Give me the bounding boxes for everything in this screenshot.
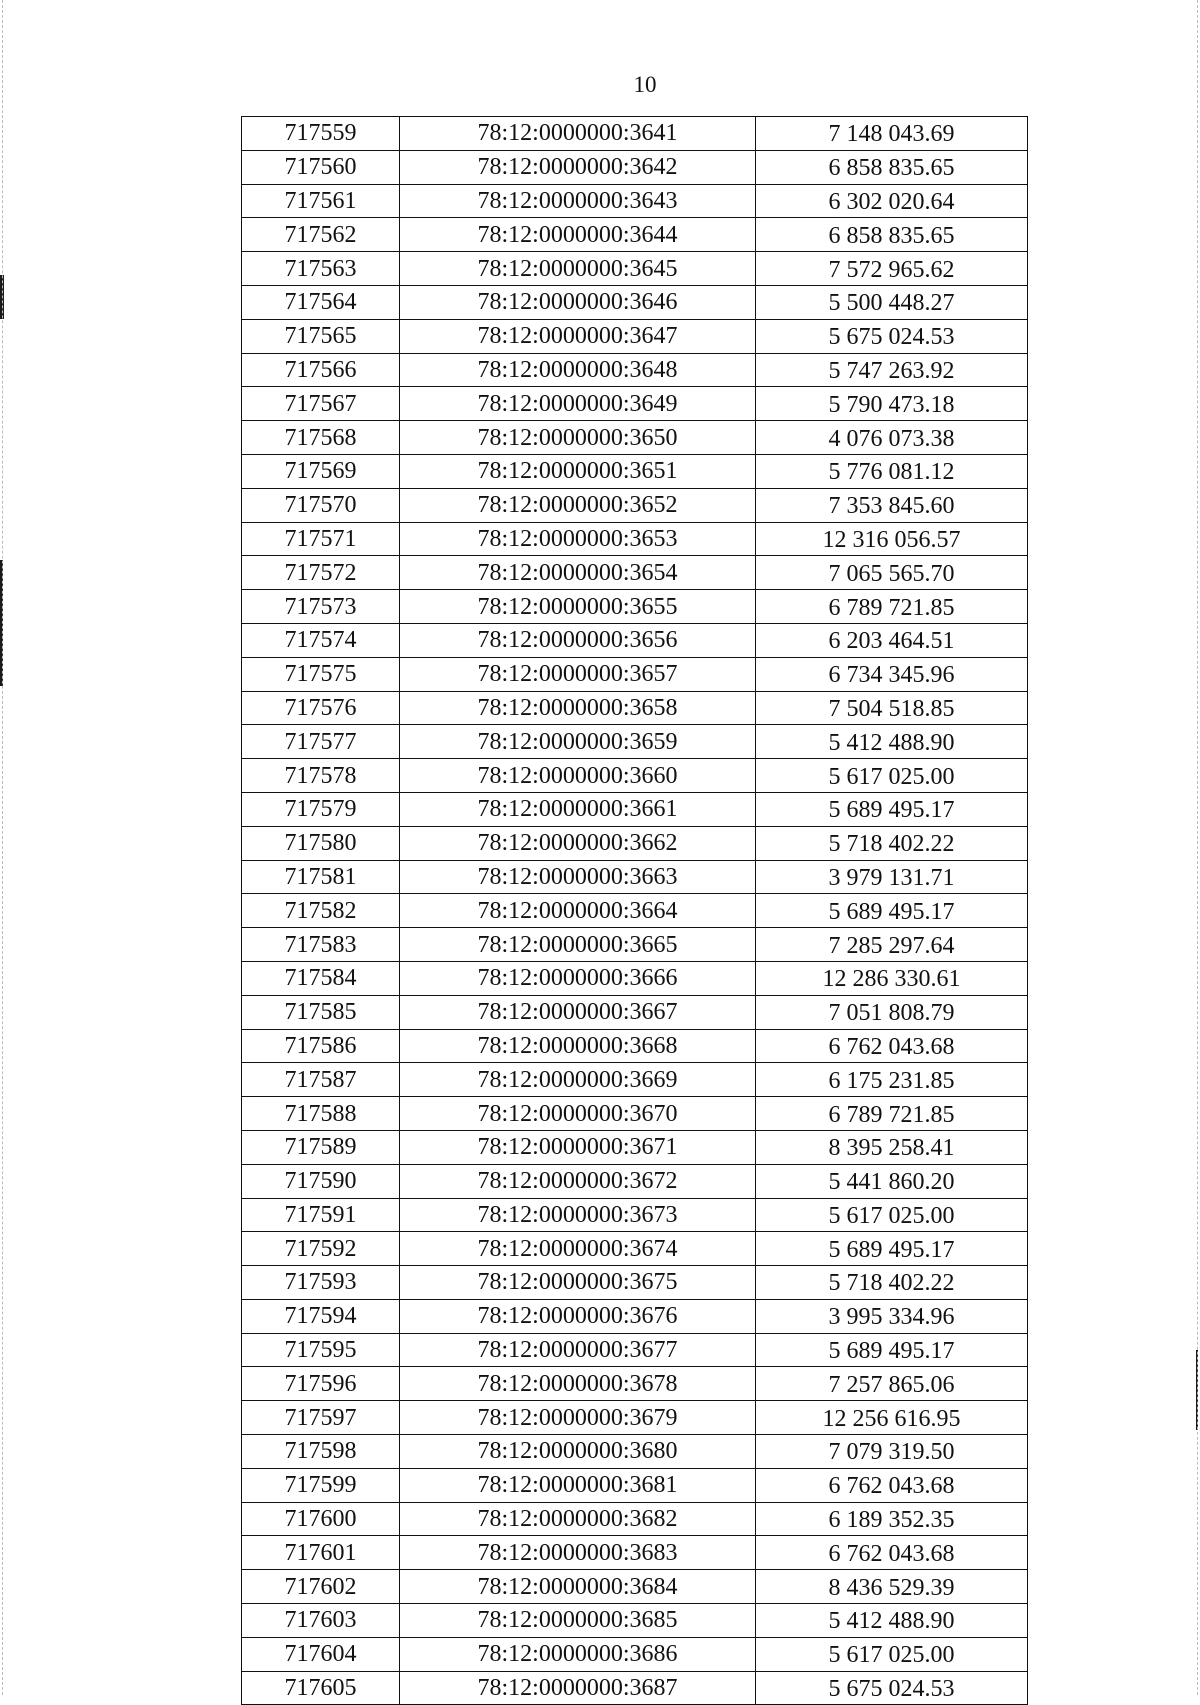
cadastral-number-cell: 78:12:0000000:3684 xyxy=(400,1570,756,1604)
row-number-cell: 717604 xyxy=(242,1637,400,1671)
table-row xyxy=(242,1637,1028,1671)
cadastral-value-cell: 5 441 860.20 xyxy=(756,1164,1028,1198)
row-number-cell: 717580 xyxy=(242,826,400,860)
row-number-cell: 717605 xyxy=(242,1671,400,1705)
cadastral-number-cell: 78:12:0000000:3656 xyxy=(400,623,756,657)
table-row xyxy=(242,1401,1028,1435)
table-row xyxy=(242,725,1028,759)
table-row xyxy=(242,1502,1028,1536)
cadastral-number-cell: 78:12:0000000:3650 xyxy=(400,421,756,455)
cadastral-number-cell: 78:12:0000000:3641 xyxy=(400,117,756,151)
row-number-cell: 717584 xyxy=(242,961,400,995)
row-number-cell: 717576 xyxy=(242,691,400,725)
cadastral-number-cell: 78:12:0000000:3680 xyxy=(400,1435,756,1469)
cadastral-value-cell: 12 286 330.61 xyxy=(756,961,1028,995)
cadastral-number-cell: 78:12:0000000:3683 xyxy=(400,1536,756,1570)
row-number-cell: 717563 xyxy=(242,252,400,286)
table-row xyxy=(242,1198,1028,1232)
cadastral-number-cell: 78:12:0000000:3678 xyxy=(400,1367,756,1401)
cadastral-number-cell: 78:12:0000000:3659 xyxy=(400,725,756,759)
row-number-cell: 717603 xyxy=(242,1604,400,1638)
cadastral-value-cell: 5 776 081.12 xyxy=(756,454,1028,488)
table-row xyxy=(242,218,1028,252)
table-row xyxy=(242,522,1028,556)
row-number-cell: 717574 xyxy=(242,623,400,657)
cadastral-value-cell: 7 051 808.79 xyxy=(756,995,1028,1029)
table-row xyxy=(242,1029,1028,1063)
row-number-cell: 717588 xyxy=(242,1097,400,1131)
cadastral-number-cell: 78:12:0000000:3657 xyxy=(400,657,756,691)
row-number-cell: 717587 xyxy=(242,1063,400,1097)
table-row xyxy=(242,353,1028,387)
cadastral-number-cell: 78:12:0000000:3668 xyxy=(400,1029,756,1063)
cadastral-value-cell: 5 689 495.17 xyxy=(756,1232,1028,1266)
row-number-cell: 717598 xyxy=(242,1435,400,1469)
cadastral-number-cell: 78:12:0000000:3674 xyxy=(400,1232,756,1266)
row-number-cell: 717599 xyxy=(242,1468,400,1502)
cadastral-value-cell: 5 617 025.00 xyxy=(756,1198,1028,1232)
table-row xyxy=(242,1333,1028,1367)
cadastral-number-cell: 78:12:0000000:3677 xyxy=(400,1333,756,1367)
row-number-cell: 717600 xyxy=(242,1502,400,1536)
page-number: 10 xyxy=(633,72,657,97)
cadastral-number-cell: 78:12:0000000:3655 xyxy=(400,590,756,624)
cadastral-value-cell: 7 572 965.62 xyxy=(756,252,1028,286)
cadastral-number-cell: 78:12:0000000:3661 xyxy=(400,792,756,826)
cadastral-value-cell: 6 762 043.68 xyxy=(756,1536,1028,1570)
table-row xyxy=(242,1570,1028,1604)
row-number-cell: 717572 xyxy=(242,556,400,590)
cadastral-value-cell: 7 285 297.64 xyxy=(756,928,1028,962)
cadastral-value-cell: 12 316 056.57 xyxy=(756,522,1028,556)
row-number-cell: 717595 xyxy=(242,1333,400,1367)
cadastral-number-cell: 78:12:0000000:3671 xyxy=(400,1130,756,1164)
cadastral-value-cell: 6 203 464.51 xyxy=(756,623,1028,657)
row-number-cell: 717573 xyxy=(242,590,400,624)
cadastral-value-cell: 5 500 448.27 xyxy=(756,285,1028,319)
cadastral-value-cell: 8 436 529.39 xyxy=(756,1570,1028,1604)
table-row xyxy=(242,995,1028,1029)
cadastral-value-cell: 3 979 131.71 xyxy=(756,860,1028,894)
row-number-cell: 717564 xyxy=(242,285,400,319)
table-row xyxy=(242,1164,1028,1198)
cadastral-value-cell: 3 995 334.96 xyxy=(756,1299,1028,1333)
cadastral-value-cell: 5 689 495.17 xyxy=(756,792,1028,826)
row-number-cell: 717582 xyxy=(242,894,400,928)
row-number-cell: 717579 xyxy=(242,792,400,826)
cadastral-number-cell: 78:12:0000000:3687 xyxy=(400,1671,756,1705)
cadastral-number-cell: 78:12:0000000:3685 xyxy=(400,1604,756,1638)
cadastral-number-cell: 78:12:0000000:3651 xyxy=(400,454,756,488)
table-row xyxy=(242,184,1028,218)
table-row xyxy=(242,1097,1028,1131)
row-number-cell: 717585 xyxy=(242,995,400,1029)
table-row xyxy=(242,1671,1028,1705)
table-row xyxy=(242,623,1028,657)
cadastral-value-cell: 7 504 518.85 xyxy=(756,691,1028,725)
row-number-cell: 717569 xyxy=(242,454,400,488)
table-row xyxy=(242,1130,1028,1164)
cadastral-number-cell: 78:12:0000000:3663 xyxy=(400,860,756,894)
cadastral-number-cell: 78:12:0000000:3667 xyxy=(400,995,756,1029)
table-row xyxy=(242,1299,1028,1333)
cadastral-number-cell: 78:12:0000000:3665 xyxy=(400,928,756,962)
scan-edge-dots xyxy=(1197,0,1199,1695)
cadastral-number-cell: 78:12:0000000:3662 xyxy=(400,826,756,860)
row-number-cell: 717594 xyxy=(242,1299,400,1333)
cadastral-number-cell: 78:12:0000000:3645 xyxy=(400,252,756,286)
table-row xyxy=(242,759,1028,793)
table-row xyxy=(242,488,1028,522)
cadastral-value-cell: 5 675 024.53 xyxy=(756,319,1028,353)
cadastral-value-cell: 6 189 352.35 xyxy=(756,1502,1028,1536)
row-number-cell: 717577 xyxy=(242,725,400,759)
row-number-cell: 717561 xyxy=(242,184,400,218)
cadastral-number-cell: 78:12:0000000:3666 xyxy=(400,961,756,995)
cadastral-number-cell: 78:12:0000000:3679 xyxy=(400,1401,756,1435)
cadastral-number-cell: 78:12:0000000:3649 xyxy=(400,387,756,421)
cadastral-value-cell: 7 353 845.60 xyxy=(756,488,1028,522)
table-row xyxy=(242,1367,1028,1401)
cadastral-value-cell: 5 617 025.00 xyxy=(756,1637,1028,1671)
cadastral-number-cell: 78:12:0000000:3646 xyxy=(400,285,756,319)
cadastral-value-cell: 5 412 488.90 xyxy=(756,1604,1028,1638)
cadastral-number-cell: 78:12:0000000:3660 xyxy=(400,759,756,793)
table-row xyxy=(242,556,1028,590)
table-row xyxy=(242,252,1028,286)
cadastral-value-cell: 6 302 020.64 xyxy=(756,184,1028,218)
table-row xyxy=(242,826,1028,860)
row-number-cell: 717597 xyxy=(242,1401,400,1435)
table-row xyxy=(242,691,1028,725)
table-row xyxy=(242,1435,1028,1469)
row-number-cell: 717593 xyxy=(242,1266,400,1300)
row-number-cell: 717571 xyxy=(242,522,400,556)
cadastral-number-cell: 78:12:0000000:3648 xyxy=(400,353,756,387)
row-number-cell: 717568 xyxy=(242,421,400,455)
cadastral-number-cell: 78:12:0000000:3682 xyxy=(400,1502,756,1536)
cadastral-value-cell: 5 718 402.22 xyxy=(756,826,1028,860)
row-number-cell: 717602 xyxy=(242,1570,400,1604)
table-row xyxy=(242,792,1028,826)
cadastral-value-cell: 7 079 319.50 xyxy=(756,1435,1028,1469)
cadastral-value-cell: 5 718 402.22 xyxy=(756,1266,1028,1300)
cadastral-number-cell: 78:12:0000000:3670 xyxy=(400,1097,756,1131)
cadastral-value-cell: 8 395 258.41 xyxy=(756,1130,1028,1164)
table-row xyxy=(242,1232,1028,1266)
row-number-cell: 717559 xyxy=(242,117,400,151)
row-number-cell: 717601 xyxy=(242,1536,400,1570)
cadastral-number-cell: 78:12:0000000:3647 xyxy=(400,319,756,353)
cadastral-number-cell: 78:12:0000000:3664 xyxy=(400,894,756,928)
row-number-cell: 717590 xyxy=(242,1164,400,1198)
table-row xyxy=(242,1604,1028,1638)
table-body xyxy=(242,117,1028,1705)
cadastral-value-cell: 5 689 495.17 xyxy=(756,1333,1028,1367)
row-number-cell: 717592 xyxy=(242,1232,400,1266)
row-number-cell: 717591 xyxy=(242,1198,400,1232)
row-number-cell: 717565 xyxy=(242,319,400,353)
cadastral-number-cell: 78:12:0000000:3658 xyxy=(400,691,756,725)
row-number-cell: 717596 xyxy=(242,1367,400,1401)
cadastral-value-cell: 7 148 043.69 xyxy=(756,117,1028,151)
table-row xyxy=(242,894,1028,928)
cadastral-value-cell: 6 762 043.68 xyxy=(756,1468,1028,1502)
cadastral-number-cell: 78:12:0000000:3675 xyxy=(400,1266,756,1300)
row-number-cell: 717570 xyxy=(242,488,400,522)
table-row xyxy=(242,1266,1028,1300)
cadastral-number-cell: 78:12:0000000:3673 xyxy=(400,1198,756,1232)
row-number-cell: 717578 xyxy=(242,759,400,793)
cadastral-number-cell: 78:12:0000000:3672 xyxy=(400,1164,756,1198)
table-row xyxy=(242,860,1028,894)
table-row xyxy=(242,1536,1028,1570)
row-number-cell: 717581 xyxy=(242,860,400,894)
table-row xyxy=(242,928,1028,962)
row-number-cell: 717589 xyxy=(242,1130,400,1164)
cadastral-value-cell: 7 065 565.70 xyxy=(756,556,1028,590)
table-row xyxy=(242,657,1028,691)
table-row xyxy=(242,319,1028,353)
cadastral-value-cell: 5 747 263.92 xyxy=(756,353,1028,387)
cadastral-value-cell: 6 789 721.85 xyxy=(756,590,1028,624)
cadastral-number-cell: 78:12:0000000:3686 xyxy=(400,1637,756,1671)
cadastral-number-cell: 78:12:0000000:3681 xyxy=(400,1468,756,1502)
row-number-cell: 717583 xyxy=(242,928,400,962)
row-number-cell: 717560 xyxy=(242,150,400,184)
cadastral-value-cell: 6 789 721.85 xyxy=(756,1097,1028,1131)
table-row xyxy=(242,590,1028,624)
cadastral-number-cell: 78:12:0000000:3644 xyxy=(400,218,756,252)
cadastral-value-cell: 4 076 073.38 xyxy=(756,421,1028,455)
cadastral-number-cell: 78:12:0000000:3643 xyxy=(400,184,756,218)
table-row xyxy=(242,387,1028,421)
cadastral-value-cell: 5 790 473.18 xyxy=(756,387,1028,421)
cadastral-value-cell: 6 734 345.96 xyxy=(756,657,1028,691)
table-row xyxy=(242,150,1028,184)
scan-edge-dots xyxy=(2,0,4,1695)
row-number-cell: 717586 xyxy=(242,1029,400,1063)
table-row xyxy=(242,454,1028,488)
row-number-cell: 717566 xyxy=(242,353,400,387)
table-row xyxy=(242,961,1028,995)
table-row xyxy=(242,285,1028,319)
table-row xyxy=(242,117,1028,151)
cadastral-value-cell: 7 257 865.06 xyxy=(756,1367,1028,1401)
cadastral-value-cell: 5 675 024.53 xyxy=(756,1671,1028,1705)
row-number-cell: 717562 xyxy=(242,218,400,252)
cadastral-value-cell: 6 858 835.65 xyxy=(756,150,1028,184)
cadastral-value-cell: 6 175 231.85 xyxy=(756,1063,1028,1097)
cadastral-value-cell: 6 762 043.68 xyxy=(756,1029,1028,1063)
cadastral-value-table xyxy=(241,116,1028,1705)
row-number-cell: 717575 xyxy=(242,657,400,691)
cadastral-value-cell: 5 689 495.17 xyxy=(756,894,1028,928)
table-row xyxy=(242,1468,1028,1502)
cadastral-value-cell: 5 412 488.90 xyxy=(756,725,1028,759)
cadastral-value-cell: 12 256 616.95 xyxy=(756,1401,1028,1435)
cadastral-number-cell: 78:12:0000000:3669 xyxy=(400,1063,756,1097)
table-row xyxy=(242,1063,1028,1097)
cadastral-number-cell: 78:12:0000000:3653 xyxy=(400,522,756,556)
cadastral-number-cell: 78:12:0000000:3676 xyxy=(400,1299,756,1333)
cadastral-value-cell: 5 617 025.00 xyxy=(756,759,1028,793)
cadastral-value-cell: 6 858 835.65 xyxy=(756,218,1028,252)
cadastral-number-cell: 78:12:0000000:3652 xyxy=(400,488,756,522)
cadastral-number-cell: 78:12:0000000:3642 xyxy=(400,150,756,184)
table-row xyxy=(242,421,1028,455)
cadastral-number-cell: 78:12:0000000:3654 xyxy=(400,556,756,590)
row-number-cell: 717567 xyxy=(242,387,400,421)
